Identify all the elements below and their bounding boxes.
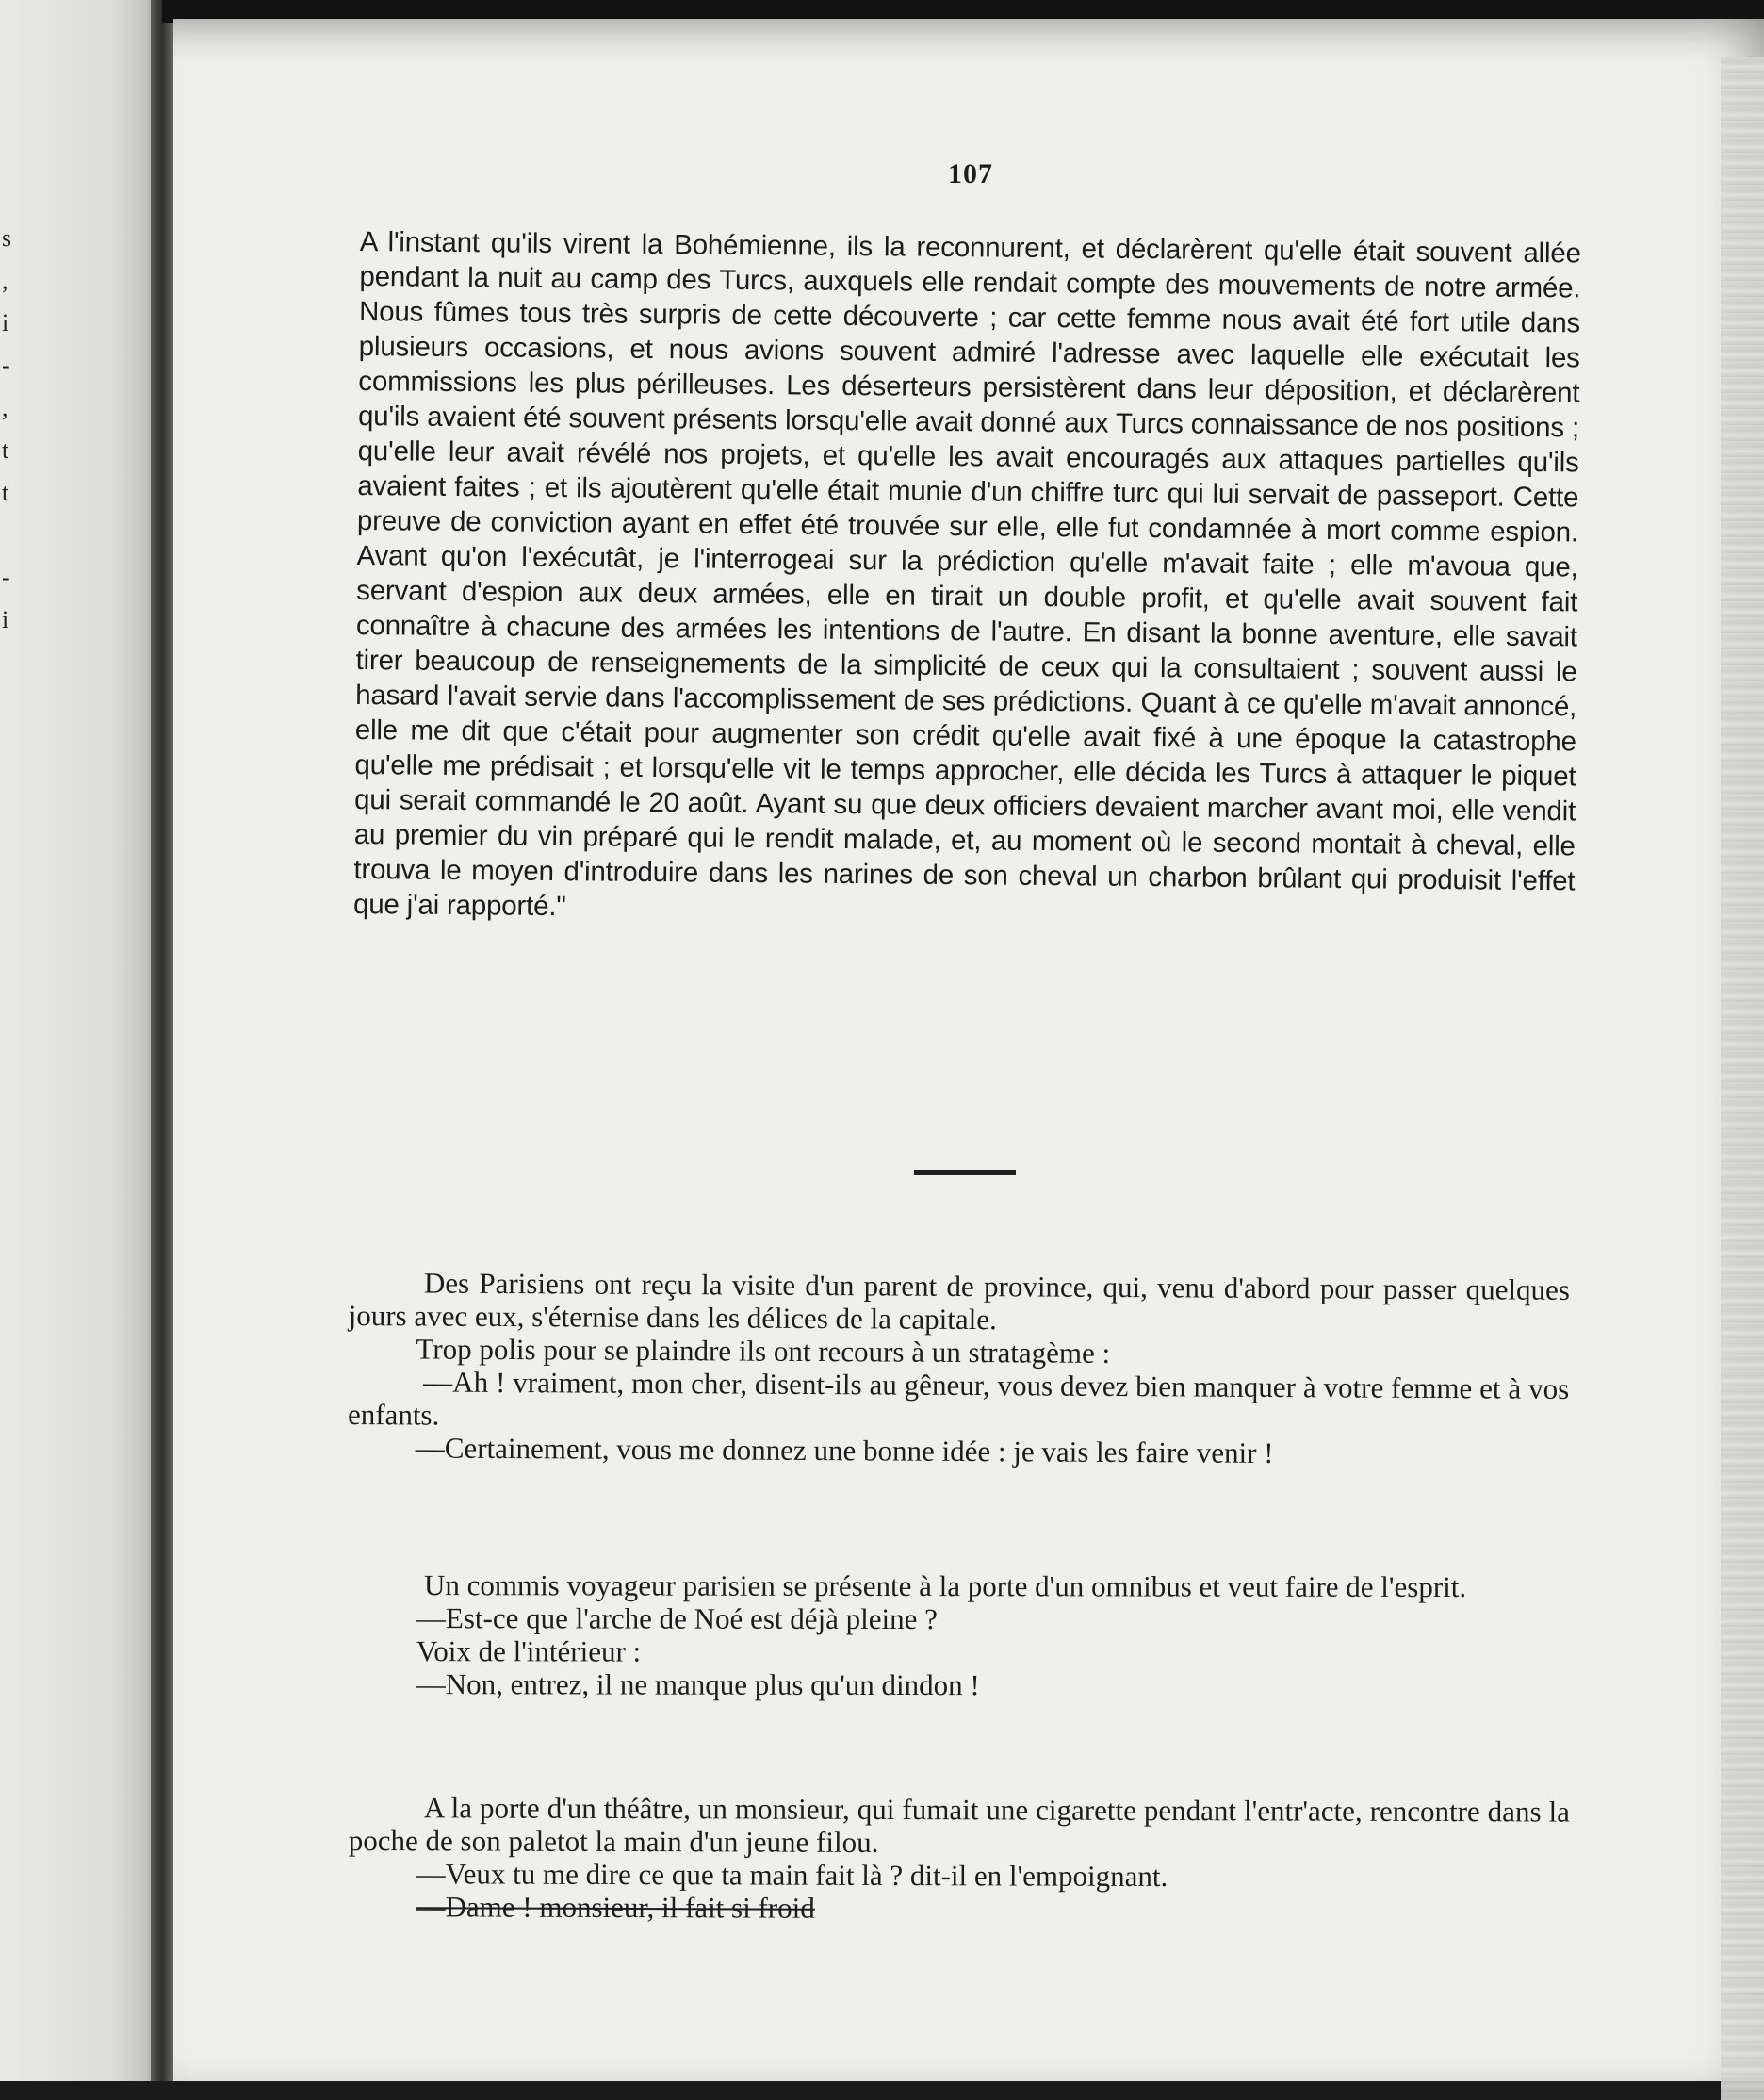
page-stack-edge (1721, 57, 1764, 2100)
page-number: 107 (948, 158, 993, 189)
anecdote-commis-voyageur (349, 1568, 1570, 1702)
left-page-edge (0, 0, 162, 2081)
anecdote-1-line-3: —Ah ! vraiment, mon cher, disent-ils au gêneur, vous devez bien manquer à votre femme et à vos enfants. (347, 1365, 1570, 1432)
book-gutter (151, 0, 175, 2081)
left-page-text-fragments: s , i - , t t - i (2, 224, 12, 633)
anecdote-3-line-3: —Dame ! monsieur, il fait si froid (416, 1890, 815, 1925)
anecdote-parisiens (348, 1266, 1570, 1471)
anecdote-2-line-2: —Est-ce que l'arche de Noé est déjà pleine ? (416, 1601, 938, 1636)
anecdote-1-intro: Des Parisiens ont reçu la visite d'un parent de province, qui, venu d'abord pour passer quelques jours avec eux, s'éternise dans les délices de la capitale. (348, 1266, 1570, 1337)
anecdote-3-line-2: —Veux tu me dire ce que ta main fait là ? dit-il en l'empoignant. (416, 1857, 1168, 1894)
anecdote-2-intro: Un commis voyageur parisien se présente à la porte d'un omnibus et veut faire de l'esprit. (423, 1568, 1467, 1604)
anecdote-theatre (349, 1791, 1570, 1928)
anecdote-3-intro: A la porte d'un théâtre, un monsieur, qui fumait une cigarette pendant l'entr'acte, rencontre dans la poche de son paletot la main d'un jeune filou. (348, 1791, 1570, 1859)
narrative-paragraph: A l'instant qu'ils virent la Bohémienne, ils la reconnurent, et déclarèrent qu'elle était souvent allée pendant la nuit au camp des Turcs, auxquels elle rendait compte des mouvements de notre armée. Nous fûmes tous très surpris de cette découverte ; car cette femme nous avait été fort utile dans plusieurs occasions, et nous avions souvent admiré l'adresse avec laquelle elle exécutait les commissions les plus périlleuses. Les déserteurs persistèrent dans leur déposition, et déclarèrent qu'ils avaient été souvent présents lorsqu'elle avait donné aux Turcs connaissance de nos positions ; qu'elle leur avait révélé nos projets, et qu'elle les avait encouragés aux attaques partielles qu'ils avaient faites ; et ils ajoutèrent qu'elle était munie d'un chiffre turc qui lui servait de passeport. Cette preuve de conviction ayant en effet été trouvée sur elle, elle fut condamnée à mort comme espion. Avant qu'on l'exécutât, je l'interrogeai sur la prédiction qu'elle m'avait faite ; elle m'avoua que, servant d'espion aux deux armées, elle en tirait un double profit, et qu'elle avait souvent fait connaître à chacune des armées les intentions de l'autre. En disant la bonne aventure, elle savait tirer beaucoup de renseignements de la simplicité de ceux qui la consultaient ; souvent aussi le hasard l'avait servie dans l'accomplissement de ses prédictions. Quant à ce qu'elle m'avait annoncé, elle me dit que c'était pour augmenter son crédit qu'elle avait fixé à une époque la catastrophe qu'elle me prédisait ; et lorsqu'elle vit le temps approcher, elle décida les Turcs à attaquer le piquet qui serait commandé le 20 août. Ayant su que deux officiers devaient marcher avant moi, elle vendit au premier du vin préparé qui le rendit malade, et, au moment où le second montait à cheval, elle trouva le moyen d'introduire dans les narines de son cheval un charbon brûlant qui produisit l'effet que j'ai rapporté." (352, 225, 1581, 923)
section-separator (914, 1170, 1016, 1175)
anecdote-2-line-4: —Non, entrez, il ne manque plus qu'un dindon ! (416, 1667, 980, 1702)
narrative-block (353, 224, 1581, 933)
anecdote-2-line-3: Voix de l'intérieur : (416, 1634, 642, 1668)
anecdote-1-line-2: Trop polis pour se plaindre ils ont recours à un stratagème : (416, 1332, 1111, 1370)
anecdote-1-line-4: —Certainement, vous me donnez une bonne idée : je vais les faire venir ! (415, 1431, 1274, 1469)
